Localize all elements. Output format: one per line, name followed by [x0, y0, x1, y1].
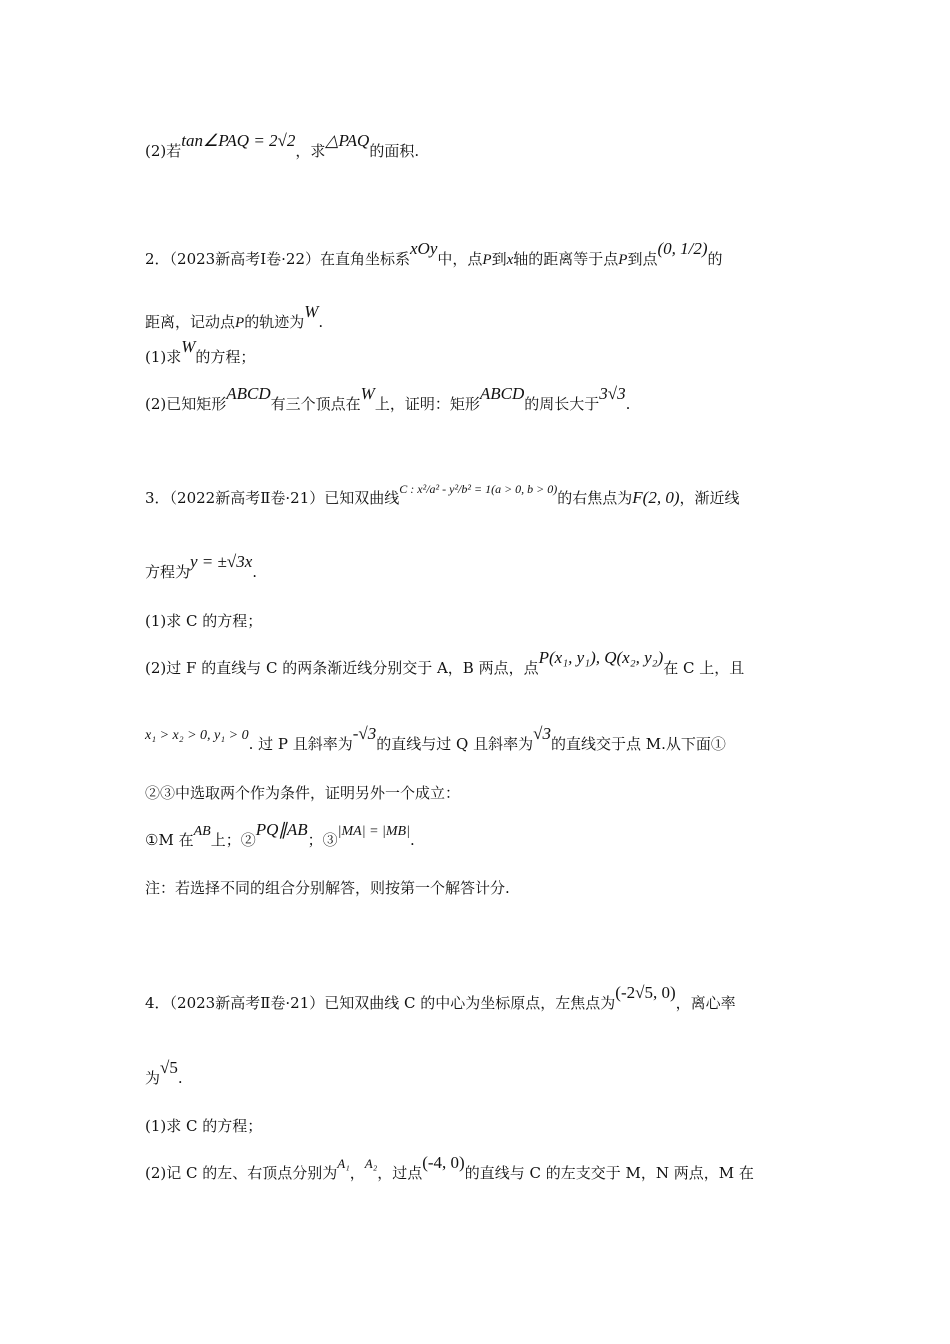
q2-part2-e: . — [625, 395, 631, 413]
q3-opt-b: 上；② — [210, 831, 256, 849]
q3-condition: x₁ > x₂ > 0, y₁ > 0 — [145, 728, 249, 743]
q2-part2-abcd: ABCD — [226, 384, 271, 403]
q2-line1-a: 2．（2023新高考Ⅰ卷·22）在直角坐标系 — [145, 250, 410, 268]
q4-part2-a: (2)记 C 的左、右顶点分别为 — [145, 1164, 338, 1182]
q2-part1-a: (1)求 — [145, 348, 182, 366]
q3-opt-d: . — [409, 831, 415, 849]
q4-line2-b: . — [177, 1069, 183, 1087]
q3-opt-eq: |MA| = |MB| — [337, 824, 410, 839]
q4-eccentricity: √5 — [160, 1058, 178, 1077]
q4-part2-b: ，过点 — [377, 1164, 423, 1182]
q2-line1-b: 中，点 — [437, 250, 483, 268]
q2-point-p2: P — [618, 252, 628, 268]
q2-x-axis: x — [506, 252, 514, 268]
q1-part2-tan-expr: tan∠PAQ = 2√2 — [181, 131, 296, 150]
q3-line1-c: ，渐近线 — [679, 489, 740, 507]
q3-opt-ab: AB — [193, 824, 211, 839]
q4-line1-a: 4．（2023新高考Ⅱ卷·21）已知双曲线 C 的中心为坐标原点，左焦点为 — [145, 994, 616, 1012]
q2-line1-f: 的 — [707, 250, 723, 268]
q2-line2-w: W — [304, 302, 319, 321]
q3-opt-c: ；③ — [307, 831, 338, 849]
q4-a2: A₂ — [364, 1156, 378, 1171]
q4-line1-b: ，离心率 — [675, 994, 736, 1012]
q4-line1 — [145, 983, 805, 1013]
q2-line2-p: P — [235, 315, 245, 331]
q4-part2 — [145, 1153, 805, 1183]
q4-part2-c: 的直线与 C 的左支交于 M，N 两点，M 在 — [464, 1164, 754, 1182]
q4-point: (-4, 0) — [422, 1153, 465, 1172]
q1-part2-mid: ，求 — [295, 142, 326, 160]
q2-point-p: P — [482, 252, 492, 268]
q2-part2-a: (2)已知矩形 — [145, 395, 227, 413]
q1-part2-prefix: (2)若 — [145, 142, 182, 160]
q2-line2-b: 的轨迹为 — [244, 313, 305, 331]
q3-line6 — [145, 782, 805, 803]
q2-line1 — [145, 239, 805, 269]
q4-line2 — [145, 1058, 805, 1088]
q4-focus: (-2√5, 0) — [615, 983, 676, 1002]
q4-part1-text: (1)求 C 的方程； — [145, 1117, 263, 1135]
q3-line6-text: ②③中选取两个作为条件，证明另外一个成立： — [145, 784, 461, 802]
q2-part1-b: 的方程； — [195, 348, 256, 366]
q2-line2-c: . — [318, 313, 324, 331]
q3-note — [145, 877, 805, 898]
q3-curve: C : x²/a² - y²/b² = 1(a > 0, b > 0) — [399, 482, 558, 496]
q4-sep: ， — [349, 1164, 365, 1182]
q2-xoy: xOy — [410, 239, 438, 258]
q3-focus: F(2, 0) — [632, 488, 680, 507]
q3-points: P(x₁, y₁), Q(x₂, y₂) — [538, 648, 664, 667]
q4-a1: A₁ — [337, 1156, 350, 1171]
q2-part2-c: 上，证明：矩形 — [374, 395, 480, 413]
q3-line5-b: 的直线与过 Q 且斜率为 — [376, 735, 534, 753]
q2-line1-e: 到点 — [627, 250, 658, 268]
q2-part2-abcd2: ABCD — [479, 384, 525, 403]
q2-part2-val: 3√3 — [599, 384, 626, 403]
q3-line2-b: . — [252, 563, 258, 581]
q3-part1 — [145, 610, 805, 631]
q2-part2-d: 的周长大于 — [524, 395, 600, 413]
q3-slope1: -√3 — [352, 724, 377, 743]
q2-line2-a: 距离，记动点 — [145, 313, 236, 331]
q3-opt-a: ①M 在 — [145, 831, 194, 849]
q3-options — [145, 820, 805, 850]
q3-line2 — [145, 552, 805, 582]
q3-line1 — [145, 482, 805, 508]
q3-line1-b: 的右焦点为 — [557, 489, 633, 507]
q4-line2-a: 为 — [145, 1069, 161, 1087]
q3-line1-a: 3．（2022新高考Ⅱ卷·21）已知双曲线 — [145, 489, 400, 507]
q3-line5-c: 的直线交于点 M.从下面① — [550, 735, 726, 753]
q1-part2-line — [145, 131, 805, 161]
q3-part1-text: (1)求 C 的方程； — [145, 612, 263, 630]
q1-part2-triangle: △PAQ — [325, 131, 370, 150]
q3-line5-a: . 过 P 且斜率为 — [248, 735, 353, 753]
q3-part2-b: 在 C 上，且 — [663, 659, 745, 677]
q2-part2 — [145, 384, 805, 414]
q4-part1 — [145, 1115, 805, 1136]
q3-line2-a: 方程为 — [145, 563, 191, 581]
q3-part2-a: (2)过 F 的直线与 C 的两条渐近线分别交于 A，B 两点，点 — [145, 659, 539, 677]
q2-part1-w: W — [181, 337, 196, 356]
q2-part2-b: 有三个顶点在 — [270, 395, 361, 413]
q3-note-text: 注：若选择不同的组合分别解答，则按第一个解答计分. — [145, 879, 510, 897]
q3-opt-parallel: PQ∥AB — [255, 820, 308, 839]
q2-line1-c: 到 — [491, 250, 507, 268]
q3-asymptote: y = ±√3x — [190, 552, 253, 571]
q1-part2-suffix: 的面积. — [369, 142, 420, 160]
q2-line1-d: 轴的距离等于点 — [513, 250, 619, 268]
q2-point-coord: (0, 1/2) — [657, 239, 708, 258]
q2-line2 — [145, 302, 805, 332]
q2-part2-w: W — [360, 384, 375, 403]
q3-part2 — [145, 648, 805, 678]
q3-slope2: √3 — [533, 724, 551, 743]
q3-line5 — [145, 724, 805, 754]
q2-part1 — [145, 337, 805, 367]
